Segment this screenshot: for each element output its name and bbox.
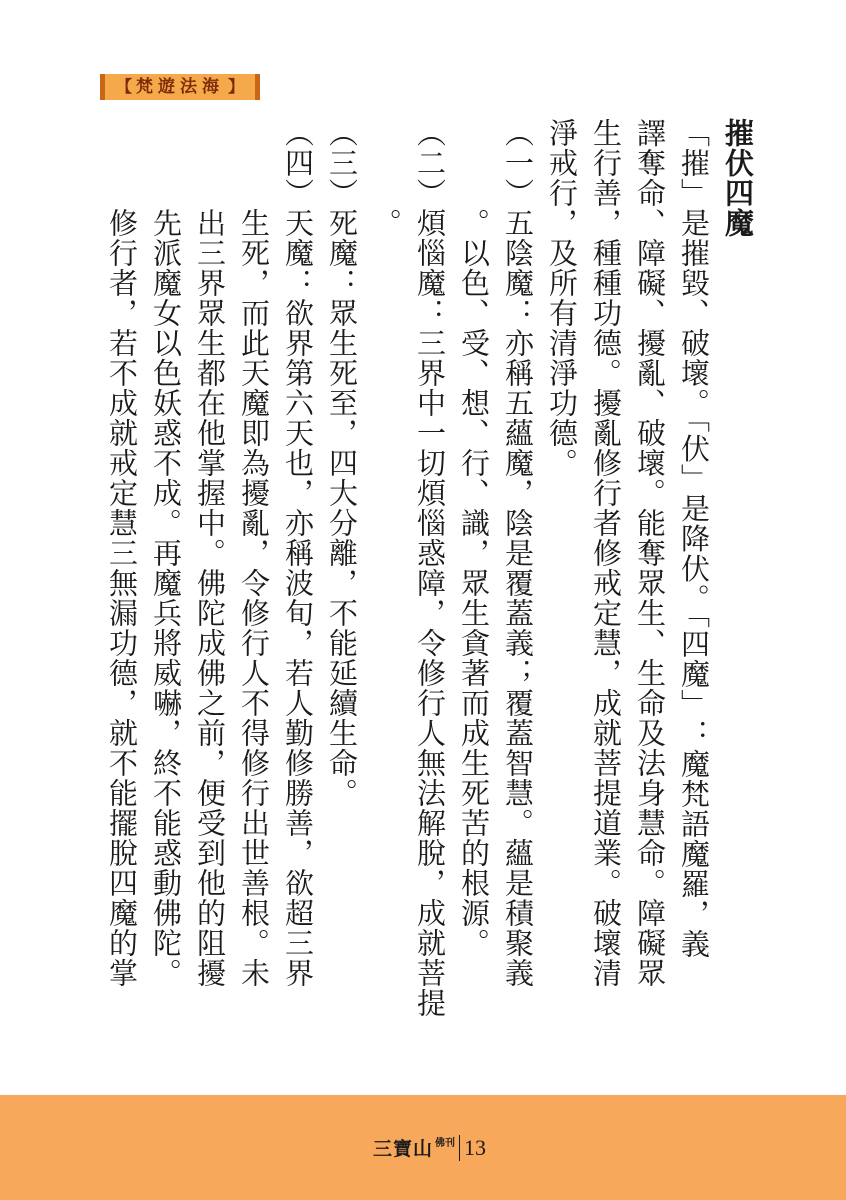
item-4-column-5: 修行者，若不成就戒定慧三無漏功德，就不能擺脫四魔的掌 bbox=[105, 118, 139, 988]
body-column-2: 譯奪命、障礙、擾亂、破壞。能奪眾生、生命及法身慧命。障礙眾 bbox=[633, 118, 667, 988]
body-column-1: 「摧」是摧毀、破壞。「伏」是降伏。「四魔」：魔梵語魔羅，義 bbox=[677, 118, 711, 959]
footer-divider bbox=[459, 1135, 460, 1161]
footer-brand: 三寶山 bbox=[373, 1138, 434, 1160]
item-4-column-4: 先派魔女以色妖惑不成。再魔兵將威嚇，終不能惑動佛陀。 bbox=[149, 118, 183, 988]
body-column-3: 生行善，種種功德。擾亂修行者修戒定慧，成就菩提道業。破壞清 bbox=[589, 118, 623, 988]
item-1-column-1: （一）五陰魔：亦稱五蘊魔，陰是覆蓋義；覆蓋智慧。蘊是積聚義 bbox=[501, 118, 535, 988]
item-1-column-2: 。以色、受、想、行、識，眾生貪著而成生死苦的根源。 bbox=[457, 118, 491, 958]
article-title: 摧伏四魔 bbox=[721, 118, 755, 238]
footer-folio bbox=[373, 1133, 486, 1161]
header-right-bracket: 】 bbox=[228, 77, 245, 96]
item-4-column-3: 出三界眾生都在他掌握中。佛陀成佛之前，便受到他的阻擾 bbox=[193, 118, 227, 988]
footer-brand-sub: 佛刊 bbox=[435, 1138, 456, 1149]
section-header-tag bbox=[100, 74, 260, 100]
item-3-column-1: （三）死魔：眾生死至，四大分離，不能延續生命。 bbox=[325, 118, 359, 808]
header-tag-text: 梵遊法海 bbox=[136, 77, 224, 97]
item-2-column-2: 。 bbox=[369, 118, 403, 238]
item-4-column-2: 生死，而此天魔即為擾亂，令修行人不得修行出世善根。未 bbox=[237, 118, 271, 988]
page-number: 13 bbox=[464, 1135, 487, 1160]
item-4-column-1: （四）天魔：欲界第六天也，亦稱波旬，若人勤修勝善，欲超三界 bbox=[281, 118, 315, 988]
item-2-column-1: （二）煩惱魔：三界中一切煩惱惑障，令修行人無法解脫，成就菩提 bbox=[413, 118, 447, 1018]
body-column-4: 淨戒行，及所有清淨功德。 bbox=[545, 118, 579, 478]
header-left-bracket: 【 bbox=[115, 77, 132, 96]
